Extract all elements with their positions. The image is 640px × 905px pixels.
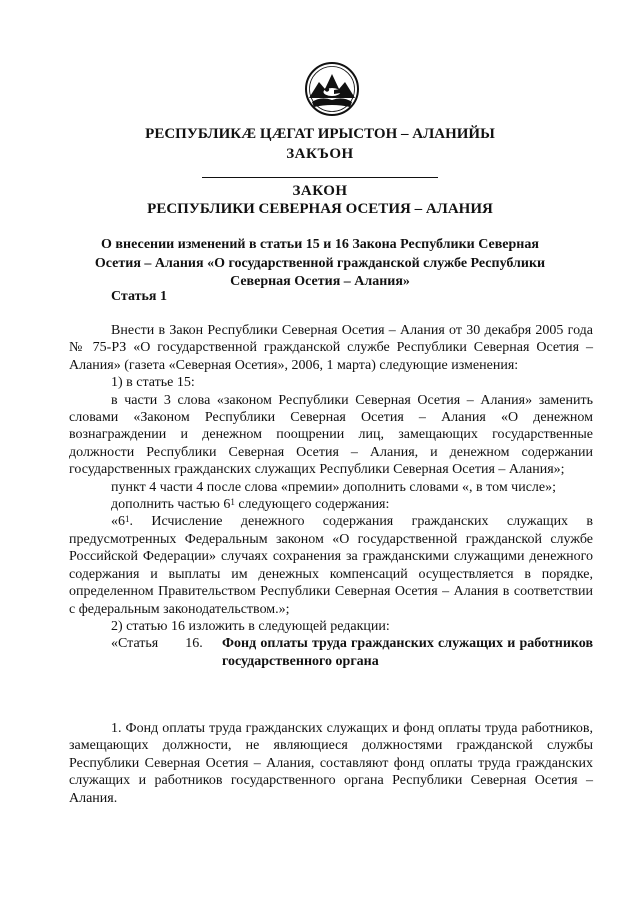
article-16-paragraph-1: 1. Фонд оплаты труда гражданских служащих и фонд оплаты труда работников, замещающих должности, не являющиеся должностями гражданской службы Республики Северная Осетия – Алания, составляют фонд оплаты труда гражданских служащих и работников государственного органа Республики Северная Осетия – Алания. <box>69 721 593 806</box>
law-title-line: О внесении изменений в статьи 15 и 16 Закона Республики Северная <box>101 237 539 252</box>
item-1-text: в части 3 слова «законом Республики Северная Осетия – Алания» заменить словами «Законом Республики Северная Осетия – Алания «О денежном вознаграждении и денежном поощрении лиц, замещающих государственные должности Республики Северная Осетия – Алания, и денежном содержании государственных гражданских служащих Республики Северная Осетия – Алания»; <box>69 392 593 478</box>
republic-name-ossetian: РЕСПУБЛИКÆ ЦÆГАТ ИРЫСТОН – АЛАНИЙЫ <box>145 126 495 142</box>
law-label-ossetian: ЗАКЪОН <box>286 146 354 162</box>
article-16-body <box>69 720 593 807</box>
superscript: 1 <box>125 514 130 525</box>
part-6-paragraph <box>69 496 593 513</box>
coat-of-arms-emblem <box>303 62 361 116</box>
article-16-word: «Статья <box>111 636 159 652</box>
article-16-heading <box>69 635 593 670</box>
part-6-1-number: «6 <box>111 514 125 530</box>
law-label-russian: ЗАКОН <box>292 183 348 199</box>
law-title-line: Осетия – Алания «О государственной гражданской службе Республики <box>94 255 546 271</box>
article-16-label <box>69 635 222 670</box>
article-16-title: Фонд оплаты труда гражданских служащих и работников государственного органа <box>222 636 593 669</box>
republic-name-russian: РЕСПУБЛИКИ СЕВЕРНАЯ ОСЕТИЯ – АЛАНИЯ <box>147 201 493 217</box>
intro-paragraph: Внести в Закон Республики Северная Осетия – Алания от 30 декабря 2005 года № 75-РЗ «О государственной гражданской службе Республики Северная Осетия – Алания» (газета «Северная Осетия», 2006, 1 марта) следующие изменения: <box>69 323 593 373</box>
article-16-number: 16. <box>185 636 203 652</box>
header-divider <box>202 177 438 178</box>
part-6-1-paragraph <box>69 513 593 617</box>
part-6-text: дополнить частью 6 <box>111 497 231 513</box>
law-title <box>60 236 580 292</box>
part-6-1-text: . Исчисление денежного содержания гражданских служащих в предусмотренных Федеральным законом «О государственной гражданской службе Российской Федерации» случаях сохранения за гражданскими служащими денежного содержания и выплаты им денежных компенсаций осуществляется в порядке, определенном Правительством Республики Северная Осетия – Алания в соответствии с федеральным законодательством.»; <box>69 514 593 617</box>
law-title-line: Северная Осетия – Алания» <box>230 274 410 289</box>
article-1-body <box>69 322 593 670</box>
item-1: 1) в статье 15: <box>111 375 195 391</box>
article-1-heading: Статья 1 <box>111 289 167 304</box>
superscript: 1 <box>230 497 235 508</box>
point-4-paragraph: пункт 4 части 4 после слова «премии» дополнить словами «, в том числе»; <box>111 479 557 495</box>
part-6-text-end: следующего содержания: <box>234 497 390 513</box>
item-2: 2) статью 16 изложить в следующей редакции: <box>111 618 390 634</box>
